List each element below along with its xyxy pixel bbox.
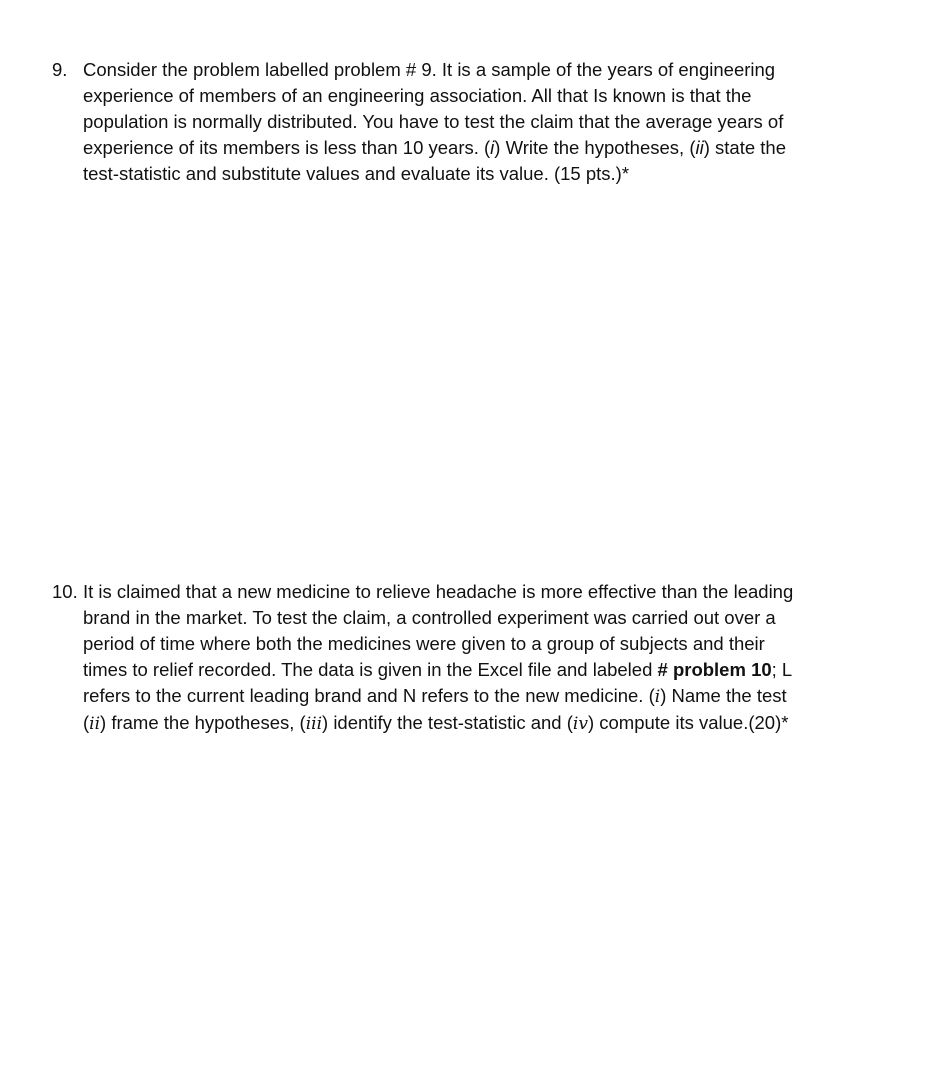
text-segment: ) state the (703, 137, 786, 158)
problem-label-bold: # problem 10 (657, 659, 772, 680)
text-line: period of time where both the medicines were given to a group of subjects and their (83, 633, 765, 654)
text-line (83, 135, 872, 161)
roman-numeral-ii: ii (89, 714, 101, 734)
question-10 (52, 579, 872, 737)
text-line (83, 657, 872, 683)
text-segment: ( (83, 712, 90, 733)
text-segment: ) frame the hypotheses, ( (100, 712, 306, 733)
question-text (83, 57, 872, 187)
text-line: population is normally distributed. You have to test the claim that the average years of (83, 111, 784, 132)
question-number: 10. (52, 581, 78, 602)
text-segment: refers to the current leading brand and N refers to the new medicine. ( (83, 685, 655, 706)
text-line: brand in the market. To test the claim, a controlled experiment was carried out over a (83, 607, 776, 628)
text-line: It is claimed that a new medicine to relieve headache is more effective than the leading (83, 581, 794, 602)
text-line (83, 683, 872, 710)
text-segment: ) Name the test (660, 685, 787, 706)
text-segment: ) compute its value.(20)* (587, 712, 789, 733)
text-segment: ; L (771, 659, 793, 680)
text-line: Consider the problem labelled problem # 9. It is a sample of the years of engineering (83, 59, 776, 80)
text-line (83, 710, 872, 737)
text-segment: experience of its members is less than 10 years. ( (83, 137, 491, 158)
text-line: test-statistic and substitute values and evaluate its value. (15 pts.)* (83, 163, 630, 184)
text-segment: times to relief recorded. The data is given in the Excel file and labeled (83, 659, 658, 680)
roman-numeral-i: i (654, 687, 661, 707)
roman-numeral-iii: iii (305, 714, 323, 734)
question-number: 9. (52, 59, 68, 80)
question-text (83, 579, 872, 737)
roman-numeral-ii: ii (695, 137, 704, 158)
roman-numeral-iv: iv (572, 714, 588, 734)
question-9 (52, 57, 872, 187)
roman-numeral-i: i (490, 137, 495, 158)
text-segment: ) Write the hypotheses, ( (494, 137, 696, 158)
text-segment: ) identify the test-statistic and ( (322, 712, 573, 733)
text-line: experience of members of an engineering association. All that Is known is that the (83, 85, 752, 106)
